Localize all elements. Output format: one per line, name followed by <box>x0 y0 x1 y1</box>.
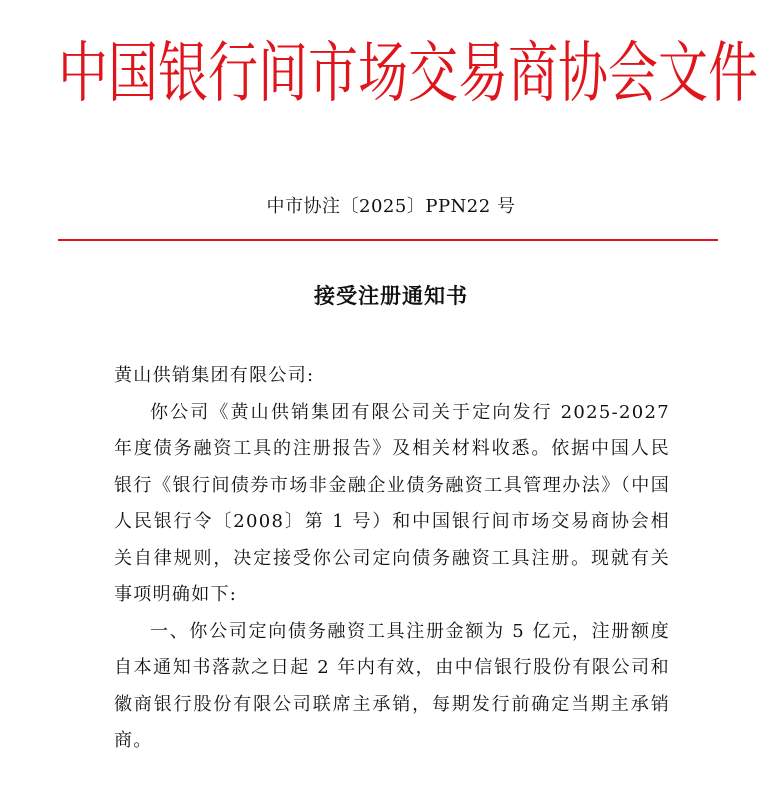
red-divider-line <box>58 239 718 241</box>
masthead-char: 文 <box>658 34 708 112</box>
masthead-char: 中 <box>58 34 108 112</box>
masthead-char: 行 <box>208 34 258 112</box>
paragraph-item-1: 一、你公司定向债务融资工具注册金额为 5 亿元，注册额度自本通知书落款之日起 2 年内有效，由中信银行股份有限公司和徽商银行股份有限公司联席主承销，每期发行前确定当期主承销商。 <box>114 620 670 751</box>
masthead-char: 场 <box>358 34 408 112</box>
document-body <box>114 358 670 760</box>
masthead-char: 协 <box>558 34 608 112</box>
masthead-char: 件 <box>708 34 758 112</box>
masthead-char: 国 <box>108 34 158 112</box>
masthead-char: 易 <box>458 34 508 112</box>
masthead-char: 交 <box>408 34 458 112</box>
masthead-char: 会 <box>608 34 658 112</box>
masthead-char: 商 <box>508 34 558 112</box>
masthead-char: 间 <box>258 34 308 112</box>
masthead-char: 市 <box>308 34 358 112</box>
document-number: 中市协注〔2025〕PPN22 号 <box>266 196 516 217</box>
masthead-char: 银 <box>158 34 208 112</box>
document-title: 接受注册通知书 <box>314 283 468 308</box>
masthead <box>58 16 758 130</box>
paragraph-intro: 你公司《黄山供销集团有限公司关于定向发行 2025-2027 年度债务融资工具的注册报告》及相关材料收悉。依据中国人民银行《银行间债券市场非金融企业债务融资工具管理办法》（中国人民银行令〔2008〕第 1 号）和中国银行间市场交易商协会相关自律规则，决定接受你公司定向债务融资工具注册。现就有关事项明确如下: <box>114 401 670 605</box>
salutation: 黄山供销集团有限公司: <box>114 365 315 386</box>
